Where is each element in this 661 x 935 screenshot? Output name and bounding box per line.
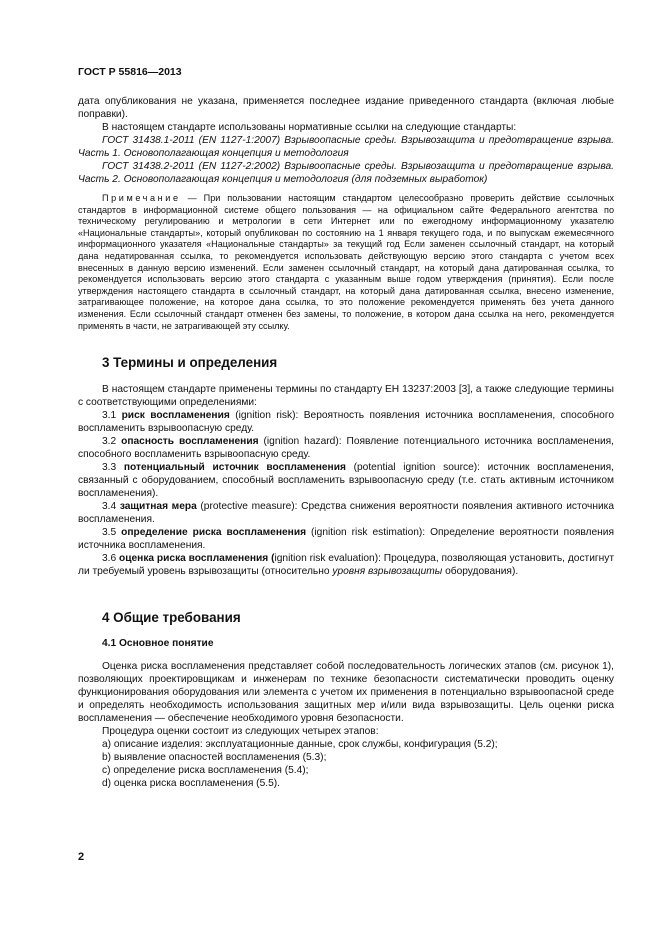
paragraph: В настоящем стандарте использованы нормативные ссылки на следующие стандарты: [102, 122, 517, 133]
steps-list [78, 738, 614, 790]
note-block [78, 193, 614, 332]
term-definition: 3.1 риск воспламенения (ignition risk): Вероятность появления источника воспламенения, способного воспламенить взрывоопасную среду. [78, 410, 615, 434]
normative-references [78, 95, 614, 186]
note-label: Примечание [102, 193, 181, 203]
term-definition: 3.5 определение риска воспламенения (ignition risk estimation): Определение вероятности появления источника воспламенения. [78, 527, 615, 551]
term-definition: 3.4 защитная мера (protective measure): Средства снижения вероятности появления активного источника воспламенения. [78, 501, 614, 525]
term: определение риска воспламенения [121, 527, 307, 538]
term: защитная мера [119, 501, 197, 512]
list-item: c) определение риска воспламенения (5.4); [102, 765, 309, 776]
document-code-header: ГОСТ Р 55816—2013 [78, 66, 182, 78]
reference-item: ГОСТ 31438.1-2011 (EN 1127-1:2007) Взрывоопасные среды. Взрывозащита и предотвращение взрыва. Часть 1. Основополагающая концепция и методология [78, 135, 614, 159]
term: оценка риска воспламенения ( [119, 553, 275, 564]
list-item: a) описание изделия: эксплуатационные данные, срок службы, конфигурация (5.2); [102, 739, 498, 750]
term: риск воспламенения [121, 410, 230, 421]
term: потенциальный источник воспламенения [123, 462, 346, 473]
section-3-body [78, 383, 614, 578]
section-4-heading: 4 Общие требования [102, 610, 241, 625]
term: опасность воспламенения [121, 436, 259, 447]
list-item: b) выявление опасностей воспламенения (5.3); [102, 752, 327, 763]
section-4-body [78, 660, 614, 790]
paragraph: Процедура оценки состоит из следующих четырех этапов: [102, 726, 379, 737]
note-text: — При пользовании настоящим стандартом целесообразно проверить действие ссылочных стандартов в информационной системе общего пользования — на официальном сайте Федерального агентства по техническому регулированию и метрологии в сети Интернет или по ежегодному информационному указателю «Национальные стандарты», который опубликован по состоянию на 1 января текущего года, и по выпускам ежемесячного информационного указателя «Национальные стандарты» за текущий год Если заменен ссылочный стандарт, на который дана недатированная ссылка, то рекомендуется использовать действующую версию этого стандарта с учетом всех внесенных в данную версию изменений. Если заменен ссылочный стандарт, на который дана датированная ссылка, то рекомендуется использовать версию этого стандарта с указанным выше годом утверждения (принятия). Если после утверждения настоящего стандарта в ссылочный стандарт, на который дана датированная ссылка, внесено изменение, затрагивающее положение, на которое дана ссылка, то это положение рекомендуется применять без учета данного изменения. Если ссылочный стандарт отменен без замены, то положение, в котором дана ссылка на него, рекомендуется применять в части, не затрагивающей эту ссылку. [78, 193, 614, 331]
term-definition: 3.2 опасность воспламенения (ignition hazard): Появление потенциального источника воспламенения, способного воспламенить взрывоопасную среду. [78, 436, 614, 460]
list-item: d) оценка риска воспламенения (5.5). [102, 778, 280, 789]
paragraph: дата опубликования не указана, применяется последнее издание приведенного стандарта (включая любые поправки). [78, 96, 614, 120]
page-number: 2 [78, 851, 85, 863]
term-definition: 3.3 потенциальный источник воспламенения (potential ignition source): источник воспламенения, связанный с оборудованием, способный воспламенить взрывоопасную среду (т.е. стать активным источником воспламенения). [78, 462, 614, 499]
paragraph: Оценка риска воспламенения представляет собой последовательность логических этапов (см. рисунок 1), позволяющих проектировщикам и инженерам по технике безопасности систематически проводить оценку функционирования оборудования или элемента с учетом их применения в потенциально взрывоопасной среде и определять необходимость использования защитных мер и/или вида взрывозащиты. Цель оценки риска воспламенения — обеспечение необходимого уровня безопасности. [78, 661, 614, 724]
section-3-heading: 3 Термины и определения [102, 355, 278, 370]
reference-item: ГОСТ 31438.2-2011 (EN 1127-2:2002) Взрывоопасные среды. Взрывозащита и предотвращение взрыва. Часть 2. Основополагающая концепция и методология (для подземных выработок) [78, 161, 614, 185]
section-4-1-heading: 4.1 Основное понятие [102, 638, 214, 649]
term-definition: 3.6 оценка риска воспламенения (ignition risk evaluation): Процедура, позволяющая установить, достигнут ли требуемый уровень взрывозащиты (относительно уровня взрывозащиты оборудования). [78, 553, 614, 577]
paragraph: В настоящем стандарте применены термины по стандарту ЕН 13237:2003 [3], а также следующие термины с соответствующими определениями: [78, 384, 614, 408]
